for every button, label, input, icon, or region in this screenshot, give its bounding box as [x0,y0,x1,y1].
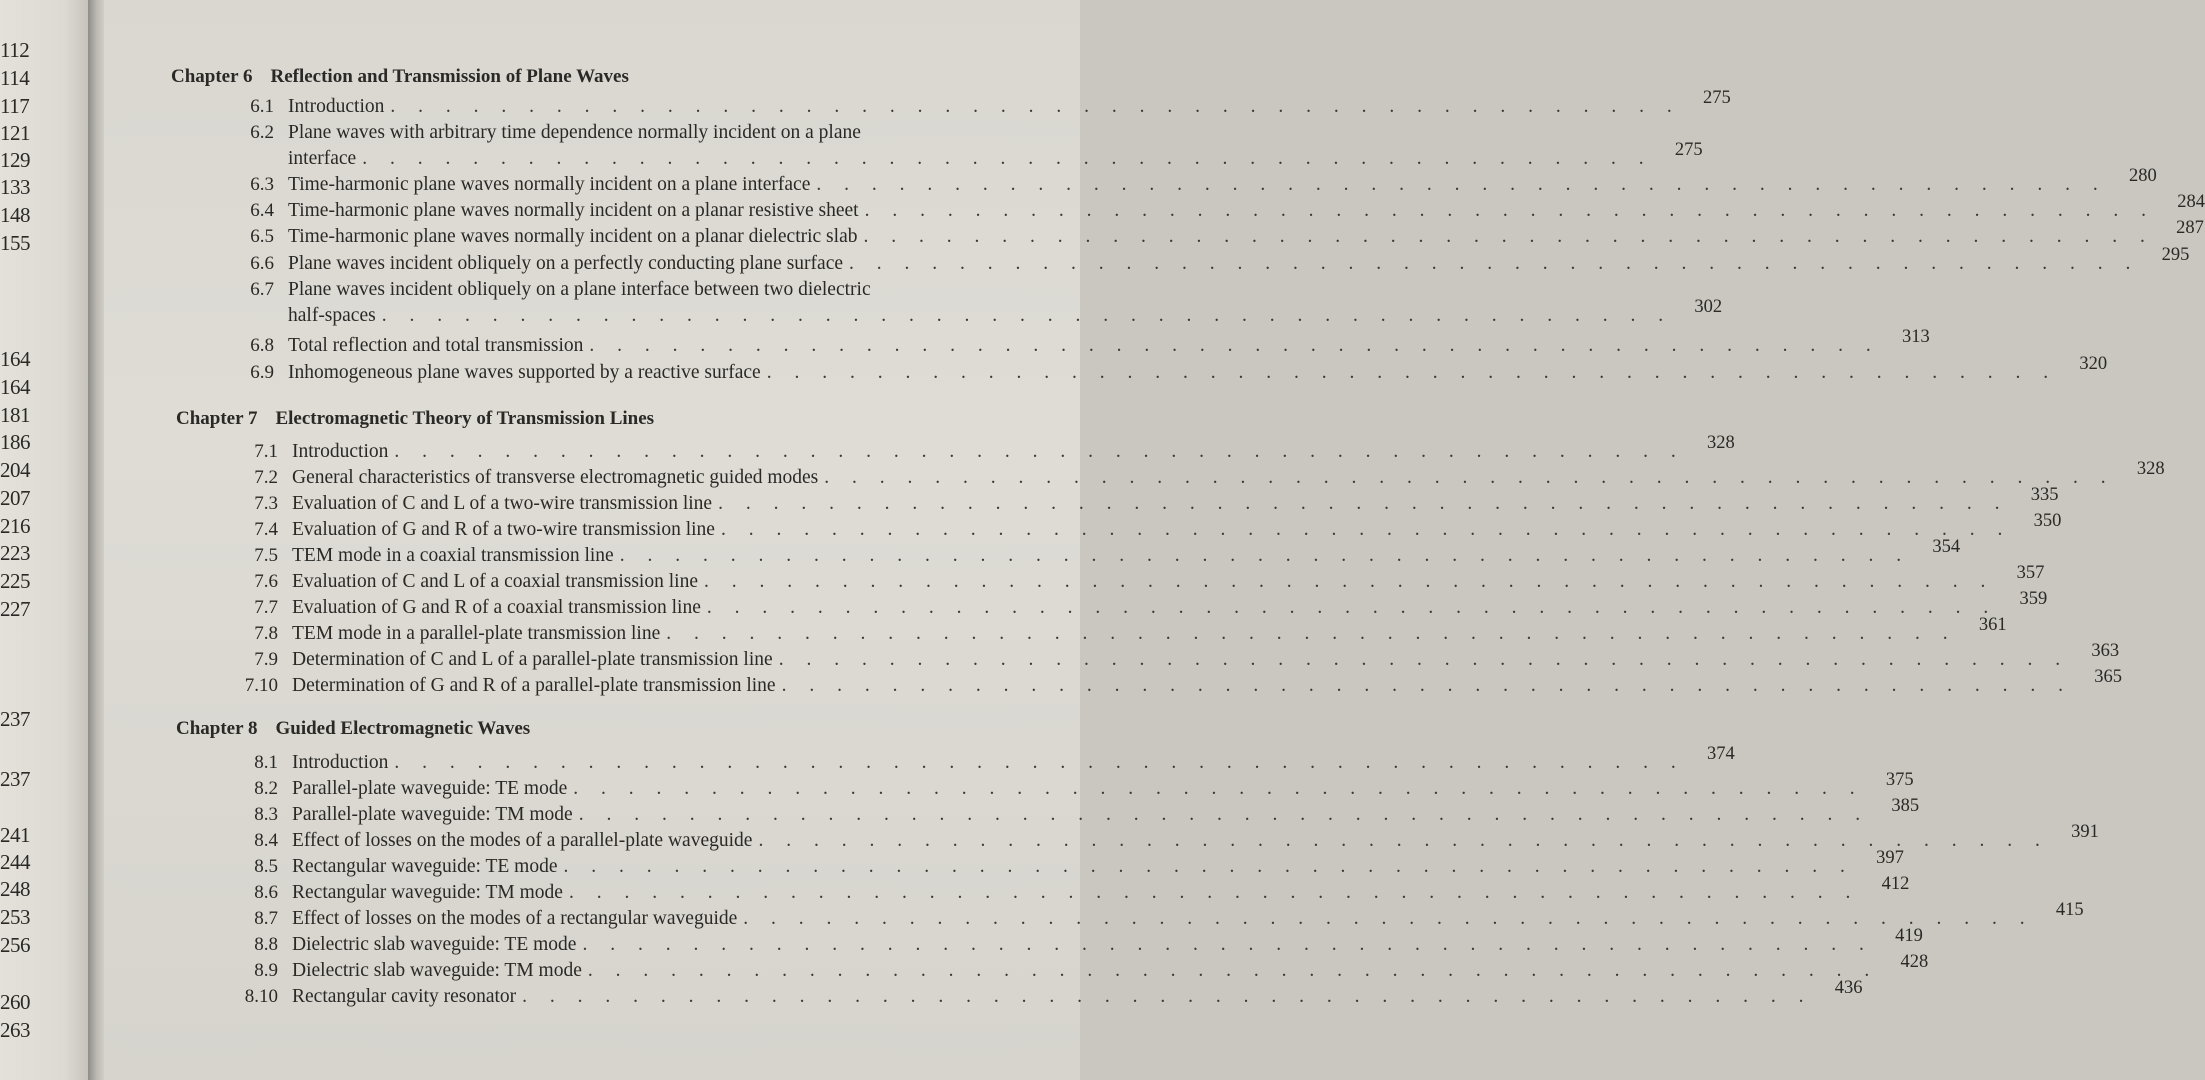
left-page-number: 253 [0,905,30,929]
left-page-number: 164 [0,375,30,399]
section-number: 6.2 [250,122,274,143]
toc-entry [230,279,1723,331]
section-title: Introduction [292,441,389,462]
page-number: 375 [1885,770,1914,790]
left-page-number: 260 [0,990,30,1014]
left-page-number: 114 [0,66,30,90]
page-number: 328 [1707,433,1735,453]
leader-dots [704,571,1994,593]
toc-entry [234,978,1863,1012]
page-number: 419 [1895,926,1923,946]
section-title: Rectangular cavity resonator [292,986,517,1007]
leader-dots [666,623,1956,645]
left-page-number: 207 [0,486,30,510]
left-page-number: 223 [0,541,30,565]
leader-dots [718,493,2008,515]
leader-dots [816,174,2106,196]
page-number: 436 [1834,978,1863,998]
leader-dots [573,778,1863,800]
section-number: 8.8 [254,934,278,955]
chapter-title: Guided Electromagnetic Waves [275,718,531,739]
page-number: 302 [1694,297,1723,317]
page-number: 320 [2079,354,2108,374]
leader-dots [849,253,2139,275]
section-title: Evaluation of G and R of a coaxial transmission line [292,597,701,618]
leader-dots [382,305,1672,327]
section-number: 7.5 [254,545,278,566]
leader-dots [582,934,1872,956]
leader-dots [779,649,2069,671]
page-number: 397 [1876,848,1904,868]
section-title: Introduction [292,752,389,773]
toc-entry [234,485,2059,519]
section-number: 6.6 [250,253,274,274]
leader-dots [579,804,1869,826]
section-number: 6.5 [250,226,274,247]
section-title: Time-harmonic plane waves normally incident on a plane interface [288,174,811,195]
toc-entry [230,166,2157,200]
leader-dots [588,960,1878,982]
section-title: Evaluation of G and R of a two-wire transmission line [292,519,715,540]
leader-dots [743,908,2033,930]
chapter-label: Chapter 8 [176,718,258,739]
toc-entry [234,848,1904,882]
toc-entry [230,122,1703,174]
chapter-label: Chapter 6 [171,66,253,87]
left-page-number: 148 [0,203,30,227]
chapter-title: Reflection and Transmission of Plane Waves [270,66,629,87]
chapter-heading [176,718,530,740]
section-number: 6.1 [250,96,274,117]
left-page-number: 248 [0,877,30,901]
left-page-number: 225 [0,569,30,593]
section-title: Determination of C and L of a parallel-plate transmission line [292,649,773,670]
left-page-number: 186 [0,430,30,454]
page-number: 280 [2128,166,2157,186]
toc-entry [234,822,2099,856]
leader-dots [863,226,2153,248]
page-number: 361 [1978,615,2007,635]
section-title: Determination of G and R of a parallel-plate transmission line [292,675,776,696]
section-title: General characteristics of transverse electromagnetic guided modes [292,467,819,488]
page-number: 428 [1900,952,1929,972]
leader-dots [390,96,1680,118]
toc-entry [230,327,1930,361]
section-number: 7.9 [254,649,278,670]
section-number: 8.6 [254,882,278,903]
section-number: 8.3 [254,804,278,825]
chapter-label: Chapter 7 [176,408,258,429]
section-number: 7.4 [254,519,278,540]
toc-entry [234,563,2045,597]
leader-dots [721,519,2011,541]
section-title: Rectangular waveguide: TE mode [292,856,558,877]
section-number: 7.1 [254,441,278,462]
leader-dots [707,597,1997,619]
page-number: 295 [2161,245,2190,265]
section-title: Evaluation of C and L of a coaxial transmission line [292,571,698,592]
section-number: 6.4 [250,200,274,221]
section-title: Introduction [288,96,385,117]
left-page-number: 164 [0,347,30,371]
chapter-heading [176,408,654,430]
page-number: 275 [1703,88,1731,108]
left-page-number: 133 [0,175,30,199]
section-title: Inhomogeneous plane waves supported by a reactive surface [288,362,761,383]
section-number: 6.3 [250,174,274,195]
toc-entry [234,952,1929,986]
left-page-number: 263 [0,1018,30,1042]
section-title: half-spaces [288,305,376,326]
toc-entry [230,354,2108,388]
section-number: 7.2 [254,467,278,488]
page-number: 415 [2055,900,2084,920]
toc-entry [234,926,1923,960]
section-title: Plane waves incident obliquely on a plane interface between two dielectric [288,279,871,300]
section-number: 8.5 [254,856,278,877]
left-page-number: 237 [0,767,30,791]
section-number: 7.6 [254,571,278,592]
left-page-number: 227 [0,597,30,621]
leader-dots [865,200,2155,222]
page-number: 359 [2019,589,2048,609]
page-number: 313 [1902,327,1930,347]
section-title: Effect of losses on the modes of a rectangular waveguide [292,908,738,929]
page-number: 284 [2177,192,2205,212]
section-number: 8.10 [244,986,278,1007]
page-number: 328 [2136,459,2165,479]
leader-dots [824,467,2114,489]
toc-entry [230,88,1731,122]
page-number: 391 [2071,822,2099,842]
leader-dots [394,752,1684,774]
left-page-number: 129 [0,148,30,172]
section-title: Evaluation of C and L of a two-wire transmission line [292,493,713,514]
left-page-number: 112 [0,38,30,62]
left-page-number: 237 [0,707,30,731]
left-page-number: 244 [0,850,30,874]
leader-dots [522,986,1812,1008]
section-number: 8.9 [254,960,278,981]
leader-dots [362,148,1652,170]
left-page-number: 241 [0,823,30,847]
section-number: 6.9 [250,362,274,383]
leader-dots [620,545,1910,567]
toc-entry [234,900,2084,934]
section-title: Dielectric slab waveguide: TM mode [292,960,582,981]
toc-entry [234,459,2165,493]
page-number: 385 [1891,796,1920,816]
chapter-title: Electromagnetic Theory of Transmission Lines [275,408,655,429]
leader-dots [564,856,1854,878]
section-number: 7.8 [254,623,278,644]
left-page-number: 204 [0,458,30,482]
section-number: 8.4 [254,830,278,851]
toc-entry [234,874,1910,908]
left-page-number: 216 [0,514,30,538]
section-number: 7.3 [254,493,278,514]
section-title: TEM mode in a parallel-plate transmission line [292,623,661,644]
section-number: 7.10 [244,675,278,696]
toc-entry [234,667,2122,701]
section-number: 7.7 [254,597,278,618]
section-title: Total reflection and total transmission [288,335,584,356]
toc-entry [234,770,1914,804]
page-number: 287 [2176,218,2204,238]
left-page-number: 121 [0,121,30,145]
toc-entry [234,744,1735,778]
leader-dots [767,362,2057,384]
section-title: Parallel-plate waveguide: TM mode [292,804,573,825]
section-title: Dielectric slab waveguide: TE mode [292,934,577,955]
left-page-number: 155 [0,231,30,255]
section-number: 8.7 [254,908,278,929]
toc-entry [230,218,2204,252]
leader-dots [782,675,2072,697]
section-title: interface [288,148,357,169]
page-number: 335 [2030,485,2059,505]
section-number: 8.2 [254,778,278,799]
chapter-heading [171,66,629,88]
toc-entry [234,641,2120,675]
section-title: Plane waves with arbitrary time dependence normally incident on a plane [288,122,861,143]
toc-entry [230,245,2190,279]
page-number: 350 [2033,511,2062,531]
page-number: 354 [1932,537,1961,557]
toc-entry [234,615,2007,649]
section-number: 6.8 [250,335,274,356]
page-number: 412 [1881,874,1910,894]
section-title: Time-harmonic plane waves normally incident on a planar dielectric slab [288,226,858,247]
section-title: Parallel-plate waveguide: TE mode [292,778,568,799]
page-number: 374 [1707,744,1735,764]
toc-entry [234,796,1920,830]
section-title: TEM mode in a coaxial transmission line [292,545,614,566]
leader-dots [589,335,1879,357]
section-title: Plane waves incident obliquely on a perfectly conducting plane surface [288,253,844,274]
toc-entry [230,192,2205,226]
toc-entry [234,433,1735,467]
left-page-number: 117 [0,94,30,118]
toc-entry [234,537,1961,571]
page-number: 363 [2091,641,2120,661]
page-number: 357 [2016,563,2045,583]
toc-entry [234,589,2048,623]
section-number: 8.1 [254,752,278,773]
left-page-number: 256 [0,933,30,957]
page-number: 275 [1674,140,1703,160]
toc-entry [234,511,2062,545]
section-title: Time-harmonic plane waves normally incident on a planar resistive sheet [288,200,859,221]
page-number: 365 [2094,667,2122,687]
section-title: Rectangular waveguide: TM mode [292,882,563,903]
leader-dots [569,882,1859,904]
leader-dots [758,830,2048,852]
left-page-number: 181 [0,403,30,427]
leader-dots [394,441,1684,463]
section-number: 6.7 [250,279,274,300]
section-title: Effect of losses on the modes of a parallel-plate waveguide [292,830,753,851]
